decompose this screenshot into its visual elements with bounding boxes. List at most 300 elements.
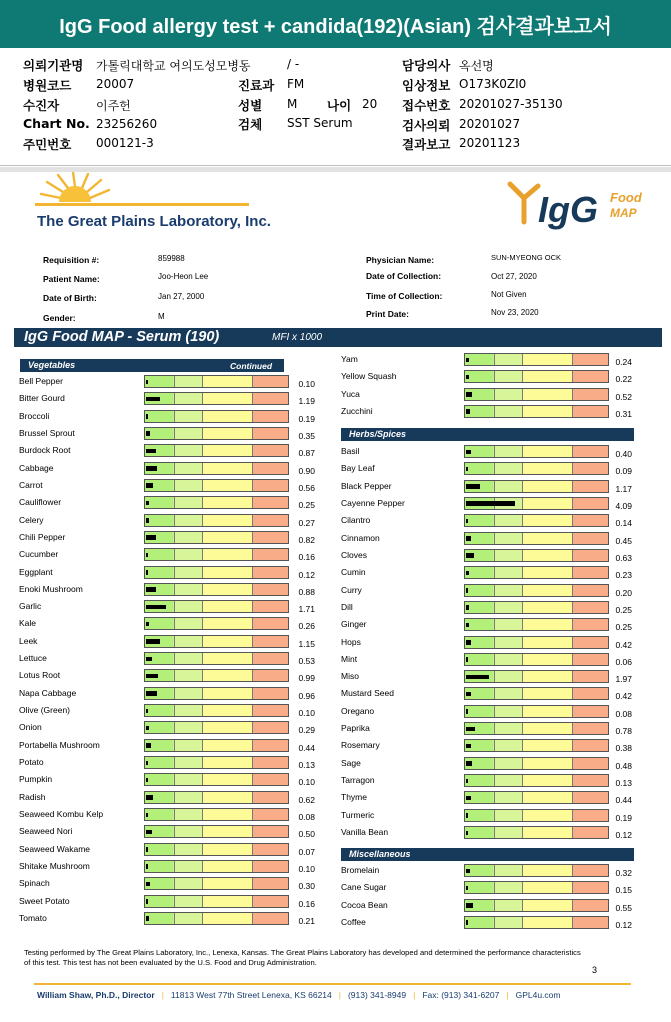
food-value: 0.63 — [615, 552, 632, 563]
food-name: Miso — [341, 671, 359, 682]
bar-divider — [202, 670, 203, 681]
igg-food-map-logo-icon — [502, 178, 652, 230]
section-continued-note: Continued — [230, 361, 273, 371]
food-value: 0.10 — [298, 777, 315, 788]
food-value: 0.08 — [298, 812, 315, 822]
bar-divider — [174, 376, 175, 387]
bar-divider — [174, 844, 175, 855]
food-value: 0.26 — [298, 621, 315, 632]
logo-map-text: MAP — [610, 206, 637, 220]
department-label: 진료과 — [238, 78, 275, 93]
section-header-vegetables — [20, 359, 284, 372]
food-row — [341, 405, 641, 419]
food-level-bar — [464, 566, 609, 579]
food-name: Cucumber — [19, 549, 59, 560]
food-value: 0.24 — [615, 357, 632, 367]
time-label: Time of Collection: — [366, 291, 443, 301]
food-row — [341, 601, 641, 615]
bar-divider — [572, 585, 573, 596]
food-name: Curry — [341, 584, 362, 595]
food-name: Turmeric — [341, 809, 375, 820]
food-level-bar — [144, 392, 289, 405]
bar-divider — [252, 774, 253, 785]
food-row — [341, 670, 641, 684]
page-number: 3 — [592, 965, 598, 975]
bar-divider — [522, 602, 523, 613]
bar-divider — [252, 601, 253, 612]
food-value: 0.62 — [298, 794, 315, 805]
food-level-bar — [464, 670, 609, 683]
food-value: 1.71 — [298, 604, 315, 615]
bar-divider — [572, 533, 573, 544]
food-level-bar — [464, 653, 609, 666]
bar-divider — [174, 549, 175, 560]
food-name: Black Pepper — [341, 480, 392, 491]
food-level-fill — [146, 813, 148, 818]
food-name: Mint — [341, 653, 358, 664]
bar-divider — [174, 480, 175, 491]
bar-divider — [174, 463, 175, 474]
food-level-fill — [466, 450, 471, 455]
food-value: 0.10 — [298, 379, 315, 389]
food-row — [341, 497, 641, 511]
sex-label: 성별 — [238, 98, 263, 113]
bar-divider — [494, 585, 495, 596]
department-value: FM — [287, 77, 305, 91]
food-level-bar — [144, 756, 289, 769]
food-value: 0.31 — [615, 408, 632, 419]
food-value: 0.23 — [615, 570, 632, 581]
food-row — [19, 704, 319, 718]
bar-divider — [252, 861, 253, 872]
food-level-bar — [464, 405, 609, 418]
food-level-fill — [146, 726, 149, 731]
bar-divider — [202, 705, 203, 716]
bar-divider — [572, 550, 573, 561]
bar-divider — [494, 810, 495, 821]
food-level-fill — [146, 622, 149, 627]
bar-divider — [252, 722, 253, 733]
bar-divider — [572, 882, 573, 893]
food-name: Cabbage — [19, 462, 54, 473]
food-name: Yam — [341, 354, 358, 364]
food-value: 0.20 — [615, 587, 632, 598]
food-value: 0.78 — [615, 726, 632, 737]
food-name: Rosemary — [341, 740, 380, 751]
bar-divider — [202, 878, 203, 889]
bar-divider — [252, 896, 253, 907]
food-level-bar — [464, 601, 609, 614]
sex-value: M — [287, 97, 298, 111]
bar-divider — [202, 792, 203, 803]
food-level-fill — [146, 899, 148, 904]
food-level-fill — [466, 358, 469, 363]
food-level-fill — [146, 587, 156, 592]
food-name: Kale — [19, 618, 37, 629]
food-row — [341, 462, 641, 476]
bar-divider — [252, 549, 253, 560]
bar-divider — [174, 757, 175, 768]
bar-divider — [174, 722, 175, 733]
food-name: Leek — [19, 635, 38, 646]
specimen-label: 검체 — [238, 117, 263, 132]
food-value: 0.82 — [298, 534, 315, 545]
food-level-fill — [146, 483, 153, 488]
bar-divider — [494, 550, 495, 561]
food-name: Portabella Mushroom — [19, 739, 100, 750]
food-level-bar — [464, 549, 609, 562]
footer-phone: (913) 341-8949 — [347, 990, 407, 1000]
food-row — [341, 881, 641, 895]
bar-divider — [522, 498, 523, 509]
food-row — [341, 636, 641, 650]
footer: William Shaw, Ph.D., Director | 11813 West 77th Street Lenexa, KS 66214 | (913) 341-8949 | Fax: (913) 341-6207 | GPL4u.com — [37, 990, 561, 1000]
bar-divider — [202, 549, 203, 560]
food-level-bar — [464, 757, 609, 770]
food-name: Thyme — [341, 792, 367, 803]
food-level-bar — [464, 705, 609, 718]
print-date-label: Print Date: — [366, 309, 409, 319]
food-value: 0.12 — [615, 919, 632, 930]
food-level-fill — [466, 588, 468, 593]
bar-divider — [202, 411, 203, 422]
food-level-bar — [464, 826, 609, 839]
food-level-bar — [464, 353, 609, 366]
bar-divider — [252, 913, 253, 924]
bar-divider — [202, 740, 203, 751]
food-value: 0.29 — [298, 725, 315, 736]
bar-divider — [202, 757, 203, 768]
food-value: 0.88 — [298, 586, 315, 597]
footer-director: William Shaw, Ph.D., Director — [37, 990, 155, 1000]
food-name: Spinach — [19, 878, 50, 889]
food-row — [19, 843, 319, 857]
food-name: Tarragon — [341, 775, 375, 786]
bar-divider — [174, 896, 175, 907]
food-level-bar — [464, 722, 609, 735]
food-value: 0.06 — [615, 656, 632, 667]
food-level-bar — [464, 687, 609, 700]
food-row — [341, 705, 641, 719]
food-level-bar — [144, 479, 289, 492]
food-name: Oregano — [341, 705, 375, 716]
bar-divider — [174, 411, 175, 422]
bar-divider — [174, 428, 175, 439]
food-level-fill — [466, 692, 471, 697]
food-level-bar — [464, 809, 609, 822]
bar-divider — [494, 619, 495, 630]
section-title: Herbs/Spices — [349, 429, 407, 439]
food-value: 0.55 — [615, 902, 632, 913]
food-name: Garlic — [19, 601, 42, 612]
bar-divider — [202, 636, 203, 647]
bar-divider — [522, 775, 523, 786]
requisition-value: 859988 — [158, 254, 185, 263]
food-value: 0.22 — [615, 374, 632, 385]
food-row — [341, 722, 641, 736]
food-name: Vanilla Bean — [341, 827, 389, 838]
food-level-fill — [466, 623, 469, 628]
food-name: Enoki Mushroom — [19, 583, 83, 594]
food-level-bar — [464, 881, 609, 894]
food-name: Cane Sugar — [341, 882, 387, 893]
food-level-bar — [144, 773, 289, 786]
bar-divider — [494, 389, 495, 400]
food-row — [341, 791, 641, 805]
food-name: Radish — [19, 791, 46, 802]
food-name: Bitter Gourd — [19, 393, 65, 404]
food-name: Olive (Green) — [19, 705, 71, 716]
bar-divider — [174, 792, 175, 803]
bar-divider — [202, 896, 203, 907]
food-value: 0.12 — [615, 830, 632, 841]
bar-divider — [522, 533, 523, 544]
bar-divider — [202, 809, 203, 820]
food-name: Cilantro — [341, 515, 371, 526]
bar-divider — [572, 354, 573, 365]
food-row — [341, 514, 641, 528]
bar-divider — [494, 671, 495, 682]
food-row — [19, 635, 319, 649]
bar-divider — [202, 393, 203, 404]
food-level-fill — [146, 380, 148, 385]
food-level-bar — [144, 635, 289, 648]
food-name: Dill — [341, 601, 353, 612]
bar-divider — [522, 723, 523, 734]
food-name: Chili Pepper — [19, 531, 66, 542]
bar-divider — [252, 705, 253, 716]
food-row — [341, 757, 641, 771]
bar-divider — [572, 775, 573, 786]
food-row — [341, 618, 641, 632]
food-name: Sweet Potato — [19, 895, 70, 906]
food-level-fill — [466, 869, 470, 874]
food-level-bar — [144, 739, 289, 752]
bar-divider — [252, 809, 253, 820]
physician-value: SUN-MYEONG OCK — [491, 253, 562, 262]
food-name: Basil — [341, 446, 360, 456]
food-value: 0.12 — [298, 569, 315, 580]
gender-value: M — [158, 312, 165, 321]
food-value: 0.16 — [298, 552, 315, 563]
collection-value: Oct 27, 2020 — [491, 272, 537, 281]
bar-divider — [522, 406, 523, 417]
bar-divider — [522, 354, 523, 365]
food-level-bar — [464, 532, 609, 545]
food-name: Carrot — [19, 479, 43, 490]
food-name: Cauliflower — [19, 497, 62, 508]
bar-divider — [202, 463, 203, 474]
food-level-bar — [144, 895, 289, 908]
food-name: Onion — [19, 722, 42, 733]
food-row — [19, 548, 319, 562]
bar-divider — [202, 774, 203, 785]
bar-divider — [494, 882, 495, 893]
age-value: 20 — [362, 97, 378, 111]
bar-divider — [494, 706, 495, 717]
food-name: Bay Leaf — [341, 463, 375, 474]
food-level-fill — [466, 605, 469, 610]
bar-divider — [522, 550, 523, 561]
bar-divider — [522, 389, 523, 400]
bar-divider — [252, 445, 253, 456]
bar-divider — [174, 861, 175, 872]
food-row — [19, 617, 319, 631]
bar-divider — [572, 567, 573, 578]
food-level-fill — [146, 397, 160, 402]
bar-divider — [202, 618, 203, 629]
bar-divider — [522, 688, 523, 699]
food-row — [19, 912, 319, 926]
institution-value: 가톨릭대학교 여의도성모병동 — [96, 59, 251, 73]
food-level-bar — [144, 514, 289, 527]
food-level-fill — [466, 779, 468, 784]
food-level-fill — [466, 709, 468, 714]
food-level-fill — [466, 409, 470, 414]
food-value: 1.15 — [298, 638, 315, 649]
food-level-bar — [464, 774, 609, 787]
food-level-fill — [466, 657, 468, 662]
food-row — [19, 514, 319, 528]
bar-divider — [572, 406, 573, 417]
bar-divider — [572, 619, 573, 630]
bar-divider — [252, 878, 253, 889]
food-row — [341, 826, 641, 840]
food-name: Hops — [341, 636, 361, 647]
food-value: 0.15 — [615, 885, 632, 896]
bar-divider — [572, 654, 573, 665]
food-value: 0.53 — [298, 656, 315, 667]
bar-divider — [572, 792, 573, 803]
food-level-fill — [146, 691, 157, 696]
food-row — [19, 566, 319, 580]
food-level-bar — [144, 548, 289, 561]
hospital-code-value: 20007 — [96, 77, 135, 91]
section-title: Miscellaneous — [349, 849, 411, 859]
food-name: Celery — [19, 514, 44, 525]
bar-divider — [174, 878, 175, 889]
bar-divider — [572, 688, 573, 699]
bar-divider — [522, 740, 523, 751]
food-row — [19, 721, 319, 735]
food-value: 0.40 — [615, 449, 632, 459]
bar-divider — [522, 463, 523, 474]
food-row — [341, 370, 641, 384]
food-row — [341, 809, 641, 823]
bar-divider — [202, 428, 203, 439]
food-row — [19, 895, 319, 909]
food-row — [19, 652, 319, 666]
food-level-fill — [466, 392, 472, 397]
food-level-bar — [464, 480, 609, 493]
bar-divider — [252, 567, 253, 578]
report-title-bar — [0, 0, 671, 48]
food-level-fill — [466, 761, 472, 766]
dob-label: Date of Birth: — [43, 293, 97, 303]
chart-value: 23256260 — [96, 117, 158, 131]
bar-divider — [494, 654, 495, 665]
food-level-bar — [144, 912, 289, 925]
food-row — [19, 739, 319, 753]
bar-divider — [252, 670, 253, 681]
food-level-fill — [146, 830, 152, 835]
food-level-fill — [146, 431, 150, 436]
food-name: Sage — [341, 757, 361, 768]
food-value: 0.25 — [615, 604, 632, 615]
bar-divider — [494, 567, 495, 578]
food-level-bar — [464, 739, 609, 752]
collection-label: Date of Collection: — [366, 271, 442, 281]
bar-divider — [572, 463, 573, 474]
food-row — [19, 860, 319, 874]
bar-divider — [202, 653, 203, 664]
bar-divider — [252, 688, 253, 699]
bar-divider — [252, 463, 253, 474]
food-name: Ginger — [341, 619, 367, 630]
bar-divider — [252, 792, 253, 803]
bar-divider — [494, 740, 495, 751]
food-level-bar — [464, 916, 609, 929]
patient-name-value: Joo-Heon Lee — [158, 272, 209, 281]
bar-divider — [252, 393, 253, 404]
food-row — [19, 600, 319, 614]
food-level-fill — [146, 605, 166, 610]
food-name: Lotus Root — [19, 670, 61, 681]
food-level-fill — [466, 903, 473, 908]
food-level-bar — [144, 843, 289, 856]
food-value: 0.44 — [298, 742, 315, 753]
food-map-title: IgG Food MAP - Serum (190) — [24, 329, 220, 345]
bar-divider — [572, 827, 573, 838]
food-row — [341, 687, 641, 701]
bar-divider — [252, 844, 253, 855]
food-level-fill — [466, 501, 515, 506]
bar-divider — [174, 393, 175, 404]
food-level-bar — [144, 427, 289, 440]
disclaimer: Testing performed by The Great Plains Laboratory, Inc., Lenexa, Kansas. The Great Plains Laboratory has developed and determined the performance characteristics of this test. This test has not been evaluated by the U.S. Food and Drug Administration. — [24, 948, 581, 967]
food-level-fill — [146, 553, 148, 558]
food-level-fill — [146, 847, 148, 852]
physician-label: Physician Name: — [366, 255, 435, 265]
bar-divider — [522, 481, 523, 492]
food-level-bar — [144, 791, 289, 804]
food-row — [341, 566, 641, 580]
bar-divider — [202, 826, 203, 837]
bar-divider — [494, 827, 495, 838]
footer-divider — [34, 983, 631, 985]
food-level-bar — [144, 531, 289, 544]
food-name: Broccoli — [19, 410, 50, 421]
food-level-fill — [146, 882, 150, 887]
food-value: 0.42 — [615, 691, 632, 702]
bar-divider — [174, 601, 175, 612]
food-level-fill — [146, 657, 152, 662]
bar-divider — [494, 406, 495, 417]
food-name: Coffee — [341, 916, 366, 927]
food-row — [341, 549, 641, 563]
resident-label: 주민번호 — [23, 137, 72, 152]
bar-divider — [572, 723, 573, 734]
clinical-label: 임상정보 — [402, 78, 451, 93]
requisition-label: Requisition #: — [43, 255, 100, 265]
food-row — [19, 808, 319, 822]
food-map-title-bar — [14, 328, 662, 347]
food-value: 0.19 — [298, 413, 315, 424]
bar-divider — [494, 371, 495, 382]
bar-divider — [252, 584, 253, 595]
bar-divider — [522, 900, 523, 911]
food-level-bar — [144, 583, 289, 596]
